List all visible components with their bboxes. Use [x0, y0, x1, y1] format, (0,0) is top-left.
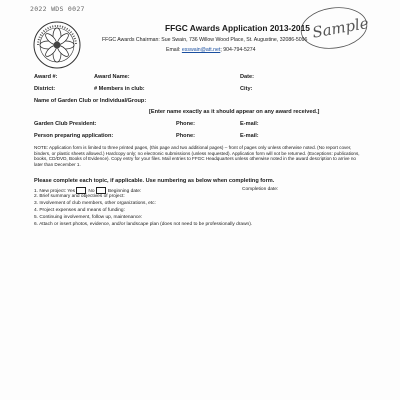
district-label: District:: [34, 86, 56, 92]
club-name-note: [Enter name exactly as it should appear on any award received.]: [149, 109, 320, 115]
item-6: 6. Attach or insert photos, evidence, and/or landscape plan (does not need to be professionally drawn).: [34, 222, 253, 227]
completion-date-label: Completion date:: [242, 187, 279, 192]
item-5: 5. Continuing involvement, follow up, maintenance:: [34, 215, 143, 220]
item-2: 2. Brief summary and objectives of project:: [34, 194, 125, 199]
president-label: Garden Club President:: [34, 121, 97, 127]
no-label: No: [88, 188, 95, 194]
club-name-label: Name of Garden Club or Individual/Group:: [34, 98, 147, 104]
email-link[interactable]: esswain@att.net: [181, 47, 221, 53]
no-checkbox[interactable]: [96, 187, 106, 194]
award-number-label: Award #:: [34, 74, 58, 80]
ffgc-logo: [32, 20, 82, 70]
preparer-email-label: E-mail:: [240, 133, 259, 139]
president-phone-label: Phone:: [176, 121, 195, 127]
members-label: # Members in club:: [94, 86, 145, 92]
page-title: FFGC Awards Application 2013-2015: [165, 23, 310, 33]
president-email-label: E-mail:: [240, 121, 259, 127]
preparer-label: Person preparing application:: [34, 133, 114, 139]
stamp-label: Sample: [310, 14, 370, 42]
email-label: Email:: [166, 47, 181, 53]
instructions: Please complete each topic, if applicable. Use numbering as below when completing form.: [34, 178, 275, 184]
yes-checkbox[interactable]: [76, 187, 86, 194]
item-3: 3. Involvement of club members, other organizations, etc:: [34, 201, 156, 206]
beginning-date-label: Beginning date:: [107, 188, 142, 194]
new-project-label: 1. New project: Yes: [34, 188, 76, 194]
city-label: City:: [240, 86, 253, 92]
submission-note: NOTE: Application form is limited to three printed pages, (this page and two additional pages) – front of pages only unless otherwise noted. (No report cover, binders, or plastic sheets allowed.) Hardcopy only; no electronic submissions (unless requested). Application form will not be returned. (Exceptions: publications, books, CD/DVD, Books of Evidence). Copy entry for your files. Mail entries to FFGC Headquarters unless otherwise noted in the award description to arrive no later than December 1.: [34, 145, 360, 167]
handwritten-note: 2022 WDS 0027: [30, 5, 85, 13]
date-label: Date:: [240, 74, 254, 80]
phone-number: ; 904-794-5274: [220, 47, 256, 53]
contact-line: [166, 47, 256, 53]
award-name-label: Award Name:: [94, 74, 130, 80]
preparer-phone-label: Phone:: [176, 133, 195, 139]
chairman-line: FFGC Awards Chairman: Sue Swain, 736 Willow Wood Place, St. Augustine, 32086-5096: [102, 37, 308, 43]
item-4: 4. Project expenses and means of funding:: [34, 208, 125, 213]
